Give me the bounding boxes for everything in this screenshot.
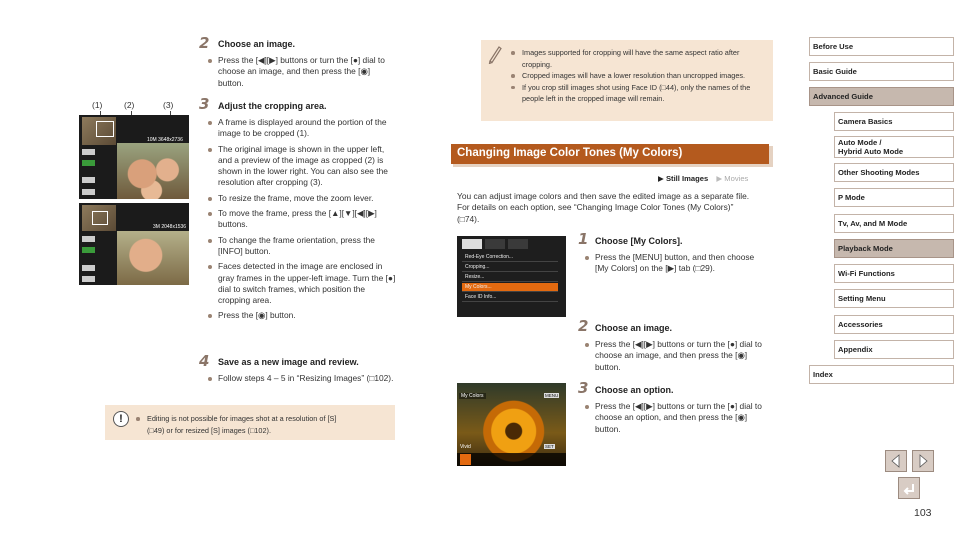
step-1-number: 1 <box>578 230 589 248</box>
my-colors-screen <box>457 383 566 466</box>
sidebar-playback-mode[interactable]: Playback Mode <box>834 239 954 258</box>
return-button[interactable] <box>898 477 920 499</box>
step-2r-bullet: Press the [◀][▶] buttons or turn the [●] dial to choose an image, and then press the [◉] button. <box>584 339 769 373</box>
mode-indicators <box>658 174 748 183</box>
original-thumb-2 <box>82 205 116 231</box>
zoom-icon <box>82 160 95 166</box>
step-1-bullets <box>584 252 769 279</box>
color-options-bar <box>457 453 566 466</box>
note-item: If you crop still images shot using Face ID (□44), only the names of the people left in the cropped image will remain. <box>508 82 760 105</box>
step-3r-bullet: Press the [◀][▶] buttons or turn the [●] dial to choose an option, and then press the [◉] button. <box>584 401 769 435</box>
caution-line-2: (□49) or for resized [S] images (□102). <box>147 425 271 435</box>
set-icon-2 <box>82 177 95 183</box>
note-box <box>481 40 773 121</box>
sidebar-accessories[interactable]: Accessories <box>834 315 954 334</box>
tab-playback <box>462 239 482 249</box>
step-3-bullet: To resize the frame, move the zoom lever. <box>207 193 397 204</box>
sidebar-p-mode[interactable]: P Mode <box>834 188 954 207</box>
step-4-bullets <box>207 373 394 388</box>
step-3-bullet: Press the [◉] button. <box>207 310 397 321</box>
section-title: Changing Image Color Tones (My Colors) <box>457 147 683 159</box>
tab-print <box>485 239 505 249</box>
sidebar-before-use[interactable]: Before Use <box>809 37 954 56</box>
intro-text: You can adjust image colors and then save the edited image as a separate file. For details on each option, see “Changing Image Color Tones (My Colors)” (□74). <box>457 191 750 224</box>
caution-box <box>105 405 395 440</box>
cropped-preview-2 <box>117 231 189 285</box>
step-3-number: 3 <box>199 95 210 113</box>
step-3-bullet: A frame is displayed around the portion of the image to be cropped (1). <box>207 117 397 140</box>
crop-screen-2 <box>79 203 189 285</box>
menu-icon-2 <box>82 276 95 282</box>
set-icon-4 <box>82 265 95 271</box>
pencil-icon <box>487 44 503 64</box>
step-3-bullet: The original image is shown in the upper left, and a preview of the image as cropped (2) is shown in the lower right. You can also see the resolution after cropping (3). <box>207 144 397 189</box>
step-2-bullets <box>207 55 394 93</box>
set-icon <box>82 149 95 155</box>
play-triangle-icon: ▶ <box>658 174 664 183</box>
step-3-bullet: To change the frame orientation, press the [INFO] button. <box>207 235 397 258</box>
step-3-title: Adjust the cropping area. <box>218 101 327 111</box>
crop-frame-2 <box>92 211 108 225</box>
crop-screen-1 <box>79 115 189 199</box>
callout-1: (1) <box>92 100 103 110</box>
zoom-icon-2 <box>82 247 95 253</box>
menu-item: Resize... <box>462 273 558 282</box>
step-3r-title: Choose an option. <box>595 385 674 395</box>
crop-frame <box>96 121 114 137</box>
step-2-number: 2 <box>199 34 210 52</box>
step-2-title: Choose an image. <box>218 39 296 49</box>
step-2r-bullets <box>584 339 769 377</box>
resolution-label: 10M 3648x2736 <box>147 137 183 143</box>
sidebar-auto-mode[interactable] <box>834 136 954 158</box>
resolution-label-2: 3M 2048x1536 <box>153 224 187 230</box>
step-4-number: 4 <box>199 352 210 370</box>
sidebar-camera-basics[interactable]: Camera Basics <box>834 112 954 131</box>
caution-icon: ! <box>113 411 129 427</box>
caution-item <box>133 413 391 436</box>
menu-item: Cropping... <box>462 263 558 272</box>
playback-menu-screen <box>457 236 566 317</box>
sidebar-other-shooting-modes[interactable]: Other Shooting Modes <box>834 163 954 182</box>
prev-page-button[interactable] <box>885 450 907 472</box>
still-images-label: Still Images <box>665 174 709 183</box>
sidebar-wifi-functions[interactable]: Wi-Fi Functions <box>834 264 954 283</box>
note-list <box>508 47 760 105</box>
step-2r-number: 2 <box>578 317 589 335</box>
sidebar-auto-mode-line2: Hybrid Auto Mode <box>838 147 904 156</box>
original-thumb <box>82 117 116 145</box>
step-3r-bullets <box>584 401 769 439</box>
section-heading <box>451 144 769 164</box>
vivid-option-selected <box>460 454 471 465</box>
step-2r-title: Choose an image. <box>595 323 673 333</box>
vivid-label: Vivid <box>460 444 471 450</box>
arrow-right-icon <box>913 451 933 471</box>
menu-badge: MENU <box>545 393 559 398</box>
menu-item: Face ID Info... <box>462 293 558 302</box>
set-icon-3 <box>82 236 95 242</box>
step-3-bullet: Faces detected in the image are enclosed in gray frames in the upper-left image. Turn the [●] dial to switch frames, which position the cropping area. <box>207 261 397 306</box>
caution-line-1: Editing is not possible for images shot at a resolution of [S] <box>147 414 337 423</box>
step-3-bullets <box>207 117 397 326</box>
sidebar-index[interactable]: Index <box>809 365 954 384</box>
menu-item: Red-Eye Correction... <box>462 253 558 262</box>
sidebar-tv-av-m-mode[interactable]: Tv, Av, and M Mode <box>834 214 954 233</box>
note-item: Images supported for cropping will have the same aspect ratio after cropping. <box>508 47 760 70</box>
step-3r-number: 3 <box>578 379 589 397</box>
note-item: Cropped images will have a lower resolution than uncropped images. <box>508 70 760 82</box>
step-1-title: Choose [My Colors]. <box>595 236 683 246</box>
sidebar-basic-guide[interactable]: Basic Guide <box>809 62 954 81</box>
step-1-bullet: Press the [MENU] button, and then choose [My Colors] on the [▶] tab (□29). <box>584 252 769 275</box>
step-4-title: Save as a new image and review. <box>218 357 359 367</box>
sidebar-setting-menu[interactable]: Setting Menu <box>834 289 954 308</box>
movies-label: Movies <box>724 174 749 183</box>
callout-3: (3) <box>163 100 174 110</box>
arrow-left-icon <box>886 451 906 471</box>
sidebar-advanced-guide[interactable]: Advanced Guide <box>809 87 954 106</box>
step-3-bullet: To move the frame, press the [▲][▼][◀][▶] buttons. <box>207 208 397 231</box>
play-triangle-icon-dim: ▶ <box>716 174 723 183</box>
page-number: 103 <box>914 507 932 519</box>
return-arrow-icon <box>899 478 919 498</box>
caution-list <box>133 413 391 436</box>
sidebar-appendix[interactable]: Appendix <box>834 340 954 359</box>
set-badge: SET <box>545 444 554 449</box>
tab-settings <box>508 239 528 249</box>
sidebar-auto-mode-line1: Auto Mode / <box>838 138 882 147</box>
cropped-preview <box>117 143 189 199</box>
step-4-bullet: Follow steps 4 – 5 in “Resizing Images” (□102). <box>207 373 394 384</box>
menu-item-selected: My Colors... <box>462 283 558 292</box>
next-page-button[interactable] <box>912 450 934 472</box>
my-colors-label: My Colors <box>461 393 484 399</box>
menu-icon <box>82 189 95 195</box>
callout-2: (2) <box>124 100 135 110</box>
step-2-bullet: Press the [◀][▶] buttons or turn the [●] dial to choose an image, and then press the [◉] button. <box>207 55 394 89</box>
